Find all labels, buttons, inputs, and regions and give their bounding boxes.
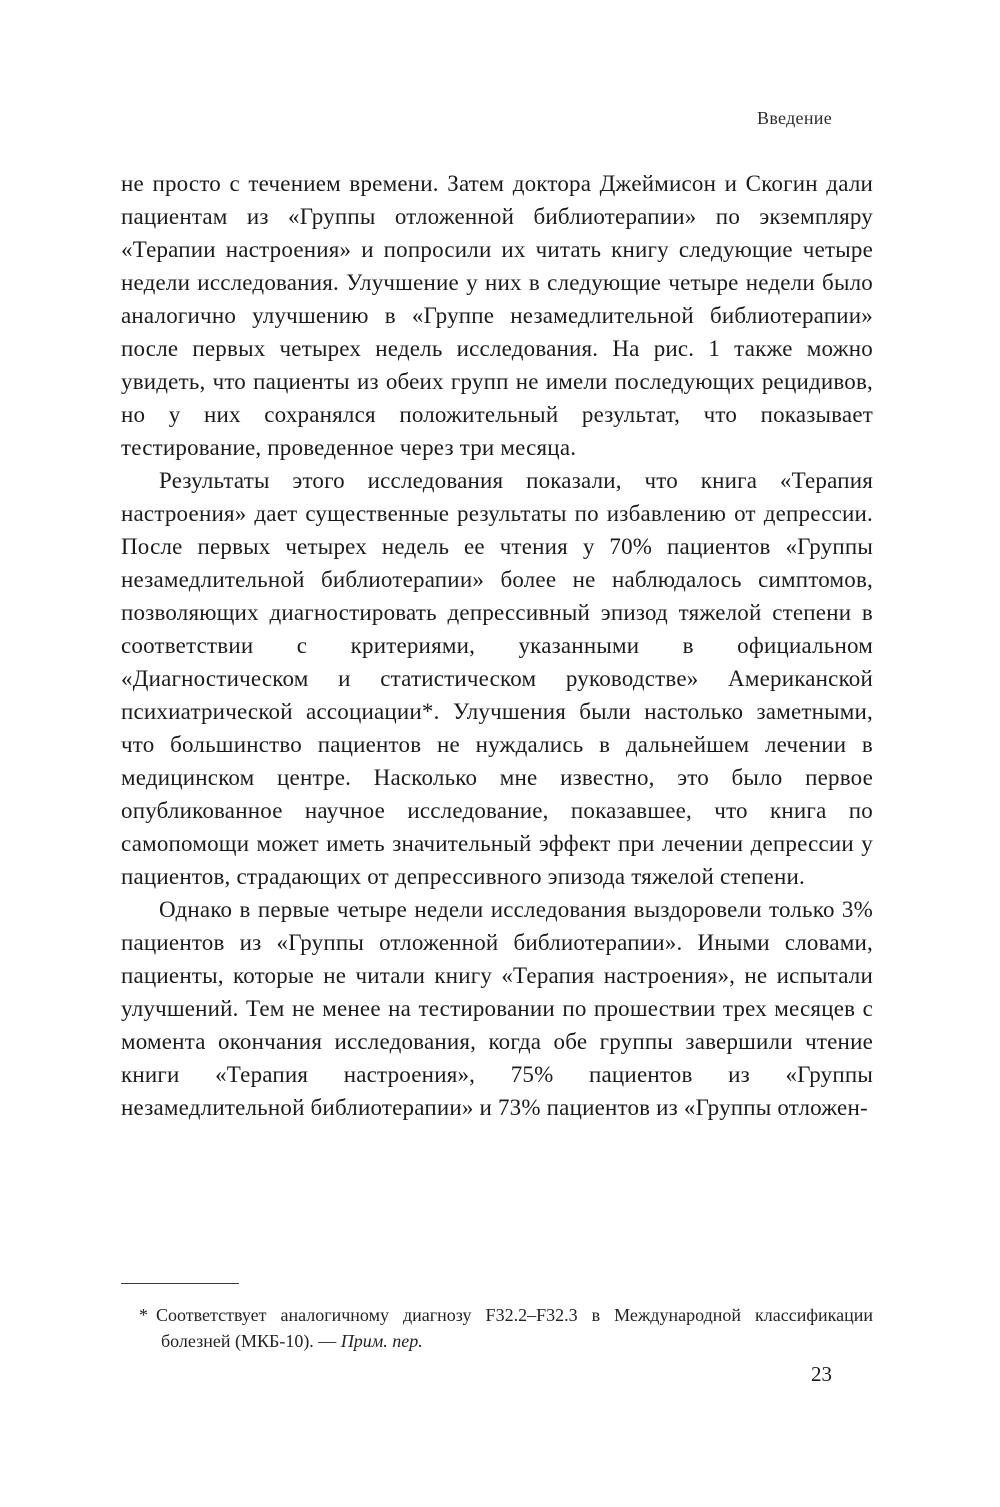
footnote-text: Соответствует аналогичному диагнозу F32.2–F32.3 в Международной классификации болезней (МКБ-10). — — [156, 1305, 873, 1351]
footnote — [121, 1302, 873, 1354]
paragraph-3: Однако в первые четыре недели исследования выздоровели только 3% пациентов из «Группы отложенной библиотерапии». Иными словами, пациенты, которые не читали книгу «Терапия настроения», не испытали улучшений. Тем не менее на тестировании по прошествии трех месяцев с момента окончания исследования, когда обе группы завершили чтение книги «Терапия настроения», 75% пациентов из «Группы незамедлительной библиотерапии» и 73% пациентов из «Группы отложен- — [121, 897, 873, 1120]
footnote-attribution: Прим. пер. — [340, 1331, 423, 1351]
footnote-marker: * — [139, 1305, 148, 1325]
footnote-divider — [121, 1283, 239, 1284]
body-text — [121, 167, 873, 1124]
footnote-block — [121, 1283, 873, 1372]
paragraph-1: не просто с течением времени. Затем доктора Джеймисон и Скогин дали пациентам из «Группы отложенной библиотерапии» по экземпляру «Терапии настроения» и попросили их читать книгу следующие четыре недели исследования. Улучшение у них в следующие четыре недели было аналогично улучшению в «Группе незамедлительной библиотерапии» после первых четырех недель исследования. На рис. 1 также можно увидеть, что пациенты из обеих групп не имели последующих рецидивов, но у них сохранялся положительный результат, что показывает тестирование, проведенное через три месяца. — [121, 171, 873, 460]
page-number: 23 — [811, 1362, 832, 1386]
paragraph-2: Результаты этого исследования показали, что книга «Терапия настроения» дает существенные результаты по избавлению от депрессии. После первых четырех недель ее чтения у 70% пациентов «Группы незамедлительной библиотерапии» более не наблюдалось симптомов, позволяющих диагностировать депрессивный эпизод тяжелой степени в соответствии с критериями, указанными в официальном «Диагностическом и статистическом руководстве» Американской психиатрической ассоциации*. Улучшения были настолько заметными, что большинство пациентов не нуждались в дальнейшем лечении в медицинском центре. Насколько мне известно, это было первое опубликованное научное исследование, показавшее, что книга по самопомощи может иметь значительный эффект при лечении депрессии у пациентов, страдающих от депрессивного эпизода тяжелой степени. — [121, 468, 873, 889]
running-head: Введение — [757, 108, 832, 128]
